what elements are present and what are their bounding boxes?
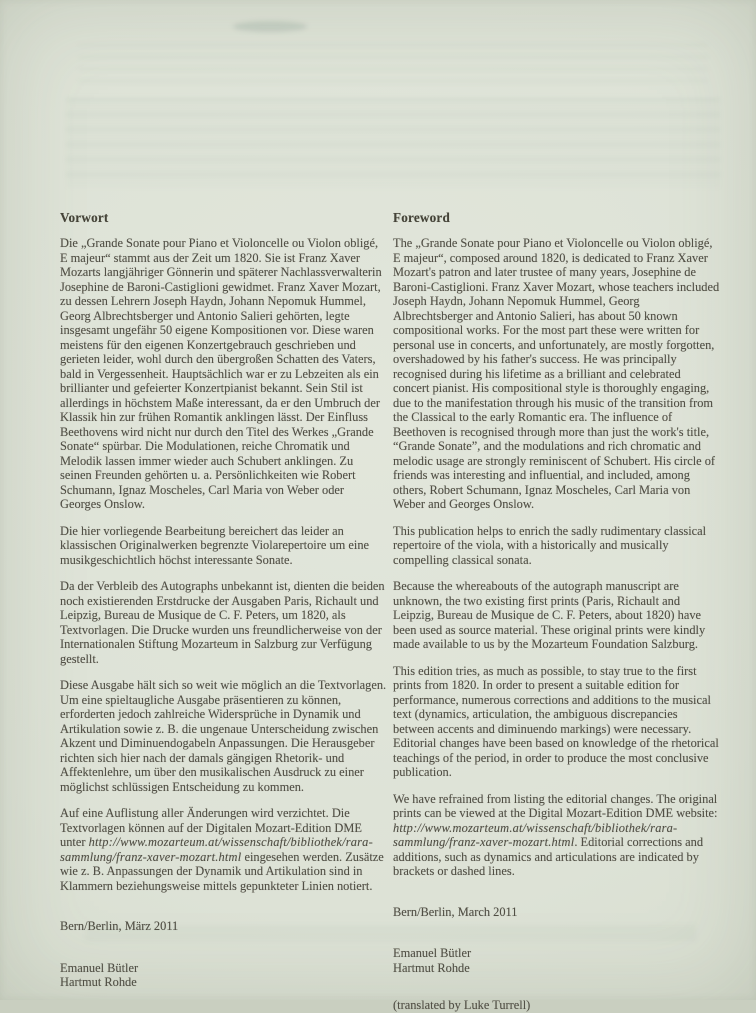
bleedthrough-music-staves-lower — [66, 98, 720, 188]
paragraph — [60, 524, 387, 568]
bleedthrough-title-ghost — [233, 21, 307, 32]
paragraph-text: Die hier vorliegende Bearbeitung bereichert das leider an klassischen Originalwerken begrenzte Violarepertoire um eine musikgeschichtlich höchst interessante Sonate. — [60, 523, 370, 567]
paragraph-text: Auf eine Auflistung aller Änderungen wird verzichtet. Die Textvorlagen können auf der Digitalen Mozart-Edition DME unter — [60, 806, 362, 849]
foreword-column-german — [60, 210, 387, 1013]
paragraph-text: The „Grande Sonate pour Piano et Violoncelle ou Violon obligé, E majeur“, composed around 1820, is dedicated to Franz Xaver Mozart's patron and later trustee of many years, Josephine de Baroni-Castiglioni. Franz Xaver Mozart, whose teachers included Joseph Haydn, Johann Nepomuk Hummel, Georg Albrechtsberger and Antonio Salieri, has about 50 known compositional works. For the most part these were written for personal use in concerts, and unfortunately, are mostly forgotten, overshadowed by his father's success. He was principally recognised during his lifetime as a brilliant and celebrated concert pianist. His compositional style is thoroughly engaging, due to the manifestation through his music of the transition from the Classical to the early Romantic era. The influence of Beethoven is recognised through more than just the work's title, “Grande Sonate”, and the modulations and rich chromatic and melodic usage are strongly reminiscent of Schubert. His circle of friends was interesting and influential, and included, among others, Robert Schumann, Ignaz Moscheles, Carl Maria von Weber and Georges Onslow. — [393, 236, 720, 511]
paragraph — [60, 678, 387, 794]
two-column-text — [60, 210, 720, 1013]
paragraph-text: Because the whereabouts of the autograph manuscript are unknown, the two existing first prints (Paris, Richault and Leipzig, Bureau de Musique de C. F. Peters, about 1820) have been used as source material. These original prints were kindly made available to us by the Mozarteum Foundation Salzburg. — [393, 579, 706, 651]
column-paragraphs — [393, 236, 720, 879]
paragraph — [60, 236, 387, 512]
paragraph-text: eingesehen werden. Zusätze wie z. B. Anpassungen der Dynamik und Artikulation sind in Klammern beziehungsweise mittels gepunkteter Linien notiert. — [60, 849, 384, 893]
paragraph — [393, 792, 720, 879]
paragraph — [60, 579, 387, 666]
dme-url-text: http://www.mozarteum.at/wissenschaft/bibliothek/rara-sammlung/franz-xaver-mozart.html — [393, 820, 678, 849]
paragraph-text: . Editorial corrections and additions, such as dynamics and articulations are indicated by brackets or dashed lines. — [393, 835, 704, 878]
column-heading-english: Foreword — [393, 210, 451, 225]
paragraph-text: Die „Grande Sonate pour Piano et Violoncelle ou Violon obligé, E majeur“ stammt aus der Zeit um 1820. Sie ist Franz Xaver Mozarts langjähriger Gönnerin und späterer Nachlassverwalterin Josephine de Baroni-Castiglioni gewidmet. Franz Xaver Mozart, zu dessen Lehrern Joseph Haydn, Johann Nepomuk Hummel, Georg Albrechtsberger und Antonio Salieri gehörten, legte insgesamt ungefähr 50 eigene Kompositionen vor. Diese waren meistens für den eigenen Konzertgebrauch geschrieben und gerieten leider, wohl durch den übergroßen Schatten des Vaters, bald in Vergessenheit. Hauptsächlich war er zu Lebzeiten als ein brillianter und gefeierter Konzertpianist bekannt. Sein Stil ist allerdings in höchstem Maße interessant, da er den Umbruch der Klassik hin zur frühen Romantik anklingen lässt. Der Einfluss Beethovens wird nicht nur durch den Titel des Werkes „Grande Sonate“ spürbar. Die Modulationen, reiche Chromatik und Melodik lassen immer wieder auch Schubert anklingen. Zu seinen Freunden gehörten u. a. Persönlichkeiten wie Robert Schumann, Ignaz Moscheles, Carl Maria von Weber oder Georges Onslow. — [60, 236, 382, 511]
column-heading-german: Vorwort — [60, 210, 109, 225]
signatures-german — [60, 961, 387, 990]
dateline-german: Bern/Berlin, März 2011 — [60, 919, 179, 933]
paragraph-text: We have refrained from listing the editorial changes. The original prints can be viewed at the Digital Mozart-Edition DME website: — [393, 791, 718, 820]
paragraph — [393, 579, 720, 652]
signature-name: Emanuel Bütler — [393, 946, 472, 960]
signature-name: Hartmut Rohde — [393, 960, 470, 975]
bleedthrough-music-staves-upper — [78, 44, 708, 86]
paragraph-text: This edition tries, as much as possible, to stay true to the first prints from 1820. In order to present a suitable edition for performance, numerous corrections and additions to the musical text (dynamics, articulation, the ambiguous discrepancies between accents and diminuendo markings) were necessary. Editorial changes have been based on knowledge of the rhetorical teachings of the period, in order to produce the most conclusive publication. — [393, 663, 719, 779]
paragraph-text: This publication helps to enrich the sadly rudimentary classical repertoire of the viola, with a historically and musically compelling classical sonata. — [393, 523, 707, 567]
paragraph — [60, 806, 387, 893]
paragraph-text: Da der Verbleib des Autographs unbekannt ist, dienten die beiden noch existierenden Erstdrucke der Ausgaben Paris, Richault und Leipzig, Bureau de Musique de C. F. Peters, um 1820, als Textvorlagen. Die Drucke wurden uns freundlicherweise von der Internationalen Stiftung Mozarteum in Salzburg zur Verfügung gestellt. — [60, 579, 385, 666]
paragraph — [393, 664, 720, 780]
signatures-english — [393, 946, 720, 975]
paragraph — [393, 236, 720, 512]
signature-name: Hartmut Rohde — [60, 975, 137, 989]
foreword-column-english — [393, 210, 720, 1013]
signature-name: Emanuel Bütler — [60, 960, 139, 975]
translator-credit-english: (translated by Luke Turrell) — [393, 998, 531, 1012]
dme-url-text: http://www.mozarteum.at/wissenschaft/bibliothek/rara-sammlung/franz-xaver-mozart.html — [60, 835, 373, 864]
column-paragraphs — [60, 236, 387, 893]
paragraph-text: Diese Ausgabe hält sich so weit wie möglich an die Textvorlagen. Um eine spieltaugliche Ausgabe präsentieren zu können, erforderten jedoch zahlreiche Widersprüche in Dynamik und Artikulation sowie z. B. die ungenaue Unterscheidung zwischen Akzent und Diminuendogabeln Anpassungen. Die Herausgeber richten sich hier nach der damals gängigen Rhetorik- und Affektenlehre, um über den musikalischen Ausdruck zu einer möglichst schlüssigen Entscheidung zu kommen. — [60, 678, 387, 794]
dateline-english: Bern/Berlin, March 2011 — [393, 904, 518, 919]
paragraph — [393, 524, 720, 568]
